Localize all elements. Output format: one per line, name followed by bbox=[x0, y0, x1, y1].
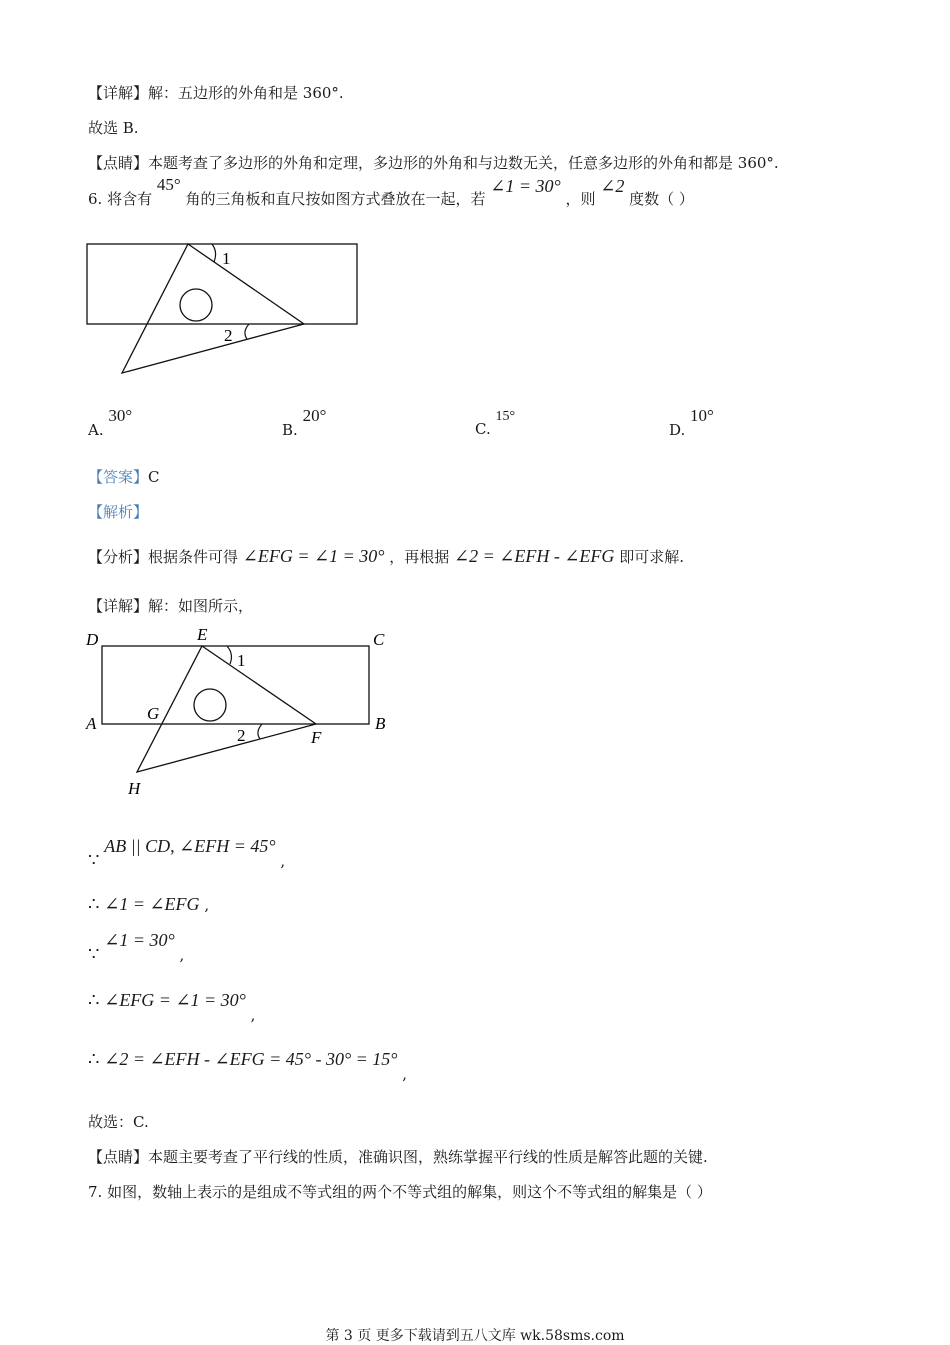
q6-stem-ask: ∠2 bbox=[600, 176, 625, 196]
step-5 bbox=[88, 1049, 408, 1083]
plate-hole-2 bbox=[194, 689, 226, 721]
option-a-letter: A. bbox=[88, 421, 104, 439]
analysis-b: ，再根据 bbox=[389, 548, 450, 566]
step-2-sym: ∴ bbox=[88, 894, 100, 915]
fig2-label-2: 2 bbox=[237, 726, 246, 745]
step-1-tail: , bbox=[280, 852, 286, 870]
triangle-efh bbox=[137, 646, 316, 772]
sec5-detail: 【详解】解：五边形的外角和是 360°. bbox=[88, 84, 344, 102]
fig1-label-2: 2 bbox=[224, 326, 233, 345]
option-a-value: 30° bbox=[108, 406, 133, 425]
analysis-m2: ∠2 = ∠EFH - ∠EFG bbox=[454, 546, 615, 566]
step-3 bbox=[88, 930, 185, 965]
option-b-value: 20° bbox=[302, 406, 327, 425]
angle1-arc-2 bbox=[227, 646, 231, 664]
step-5-expr: ∠2 = ∠EFH - ∠EFG = 45° - 30° = 15° bbox=[104, 1049, 398, 1069]
q6-stem-d: 度数（ ） bbox=[629, 190, 694, 208]
analysis-a: 【分析】根据条件可得 bbox=[88, 548, 239, 566]
sec5-choice: 故选 B. bbox=[88, 119, 139, 137]
q6-analysis bbox=[88, 546, 684, 567]
angle2-arc-2 bbox=[258, 724, 262, 739]
plate-hole bbox=[180, 289, 212, 321]
label-a: A bbox=[86, 714, 97, 733]
step-4-tail: , bbox=[250, 1006, 256, 1024]
q6-stem-b: 角的三角板和直尺按如图方式叠放在一起，若 bbox=[185, 190, 486, 208]
angle1-arc bbox=[212, 244, 216, 262]
step-3-sym: ∵ bbox=[88, 944, 100, 965]
step-1-expr: AB || CD, ∠EFH = 45° bbox=[104, 836, 276, 856]
step-4-sym: ∴ bbox=[88, 990, 100, 1011]
option-b[interactable] bbox=[282, 406, 327, 440]
option-d-letter: D. bbox=[669, 421, 686, 439]
option-c-letter: C. bbox=[475, 420, 491, 438]
step-4 bbox=[88, 990, 256, 1024]
label-g: G bbox=[147, 704, 160, 723]
step-3-expr: ∠1 = 30° bbox=[104, 930, 175, 950]
step-3-tail: , bbox=[179, 946, 185, 964]
label-f: F bbox=[311, 728, 322, 747]
angle2-arc bbox=[245, 324, 249, 339]
step-5-sym: ∴ bbox=[88, 1049, 100, 1070]
step-1 bbox=[88, 836, 286, 871]
q6-detail: 【详解】解：如图所示， bbox=[88, 597, 254, 615]
figure-ruler-triangle bbox=[84, 240, 364, 380]
answer-tag: 【答案】 bbox=[88, 468, 149, 486]
option-c[interactable] bbox=[475, 409, 516, 439]
q6-stem-a: 6. 将含有 bbox=[88, 190, 153, 208]
step-2-tail: , bbox=[204, 896, 210, 914]
analysis-c: 即可求解. bbox=[619, 548, 684, 566]
q6-stem-angle: 45° bbox=[156, 175, 181, 194]
triangle-plate bbox=[122, 244, 304, 373]
q6-comment: 【点睛】本题主要考查了平行线的性质，准确识图，熟练掌握平行线的性质是解答此题的关键. bbox=[88, 1148, 708, 1166]
step-5-tail: , bbox=[402, 1065, 408, 1083]
option-d[interactable] bbox=[669, 406, 714, 440]
page-footer: 第 3 页 更多下载请到五八文库 wk.58sms.com bbox=[325, 1328, 625, 1344]
q6-stem bbox=[88, 175, 694, 209]
figure-labeled bbox=[84, 624, 404, 799]
step-2 bbox=[88, 894, 209, 915]
step-2-expr: ∠1 = ∠EFG bbox=[104, 894, 200, 914]
option-d-value: 10° bbox=[690, 406, 714, 425]
ruler-rect-abcd bbox=[102, 646, 369, 724]
q6-choice: 故选：C. bbox=[88, 1113, 149, 1131]
label-h: H bbox=[128, 779, 141, 798]
analysis-tag: 【解析】 bbox=[88, 503, 149, 521]
q7-stem: 7. 如图，数轴上表示的是组成不等式组的两个不等式组的解集，则这个不等式组的解集是（ ） bbox=[88, 1183, 712, 1201]
label-e: E bbox=[197, 625, 208, 644]
label-c: C bbox=[373, 630, 385, 649]
option-b-letter: B. bbox=[282, 421, 298, 439]
answer-value: C bbox=[148, 468, 160, 486]
fig1-label-1: 1 bbox=[222, 249, 231, 268]
fig2-label-1: 1 bbox=[237, 651, 246, 670]
label-b: B bbox=[375, 714, 386, 733]
option-c-value: 15° bbox=[495, 409, 516, 424]
option-a[interactable] bbox=[88, 406, 133, 440]
q6-stem-cond: ∠1 = 30° bbox=[490, 176, 561, 196]
q6-stem-c: ，则 bbox=[565, 190, 596, 208]
step-4-expr: ∠EFG = ∠1 = 30° bbox=[104, 990, 246, 1010]
step-1-sym: ∵ bbox=[88, 850, 100, 871]
label-d: D bbox=[86, 630, 99, 649]
sec5-comment: 【点睛】本题考查了多边形的外角和定理，多边形的外角和与边数无关，任意多边形的外角和都是 360°. bbox=[88, 154, 779, 172]
q6-answer bbox=[88, 466, 160, 487]
analysis-m1: ∠EFG = ∠1 = 30° bbox=[242, 546, 385, 566]
